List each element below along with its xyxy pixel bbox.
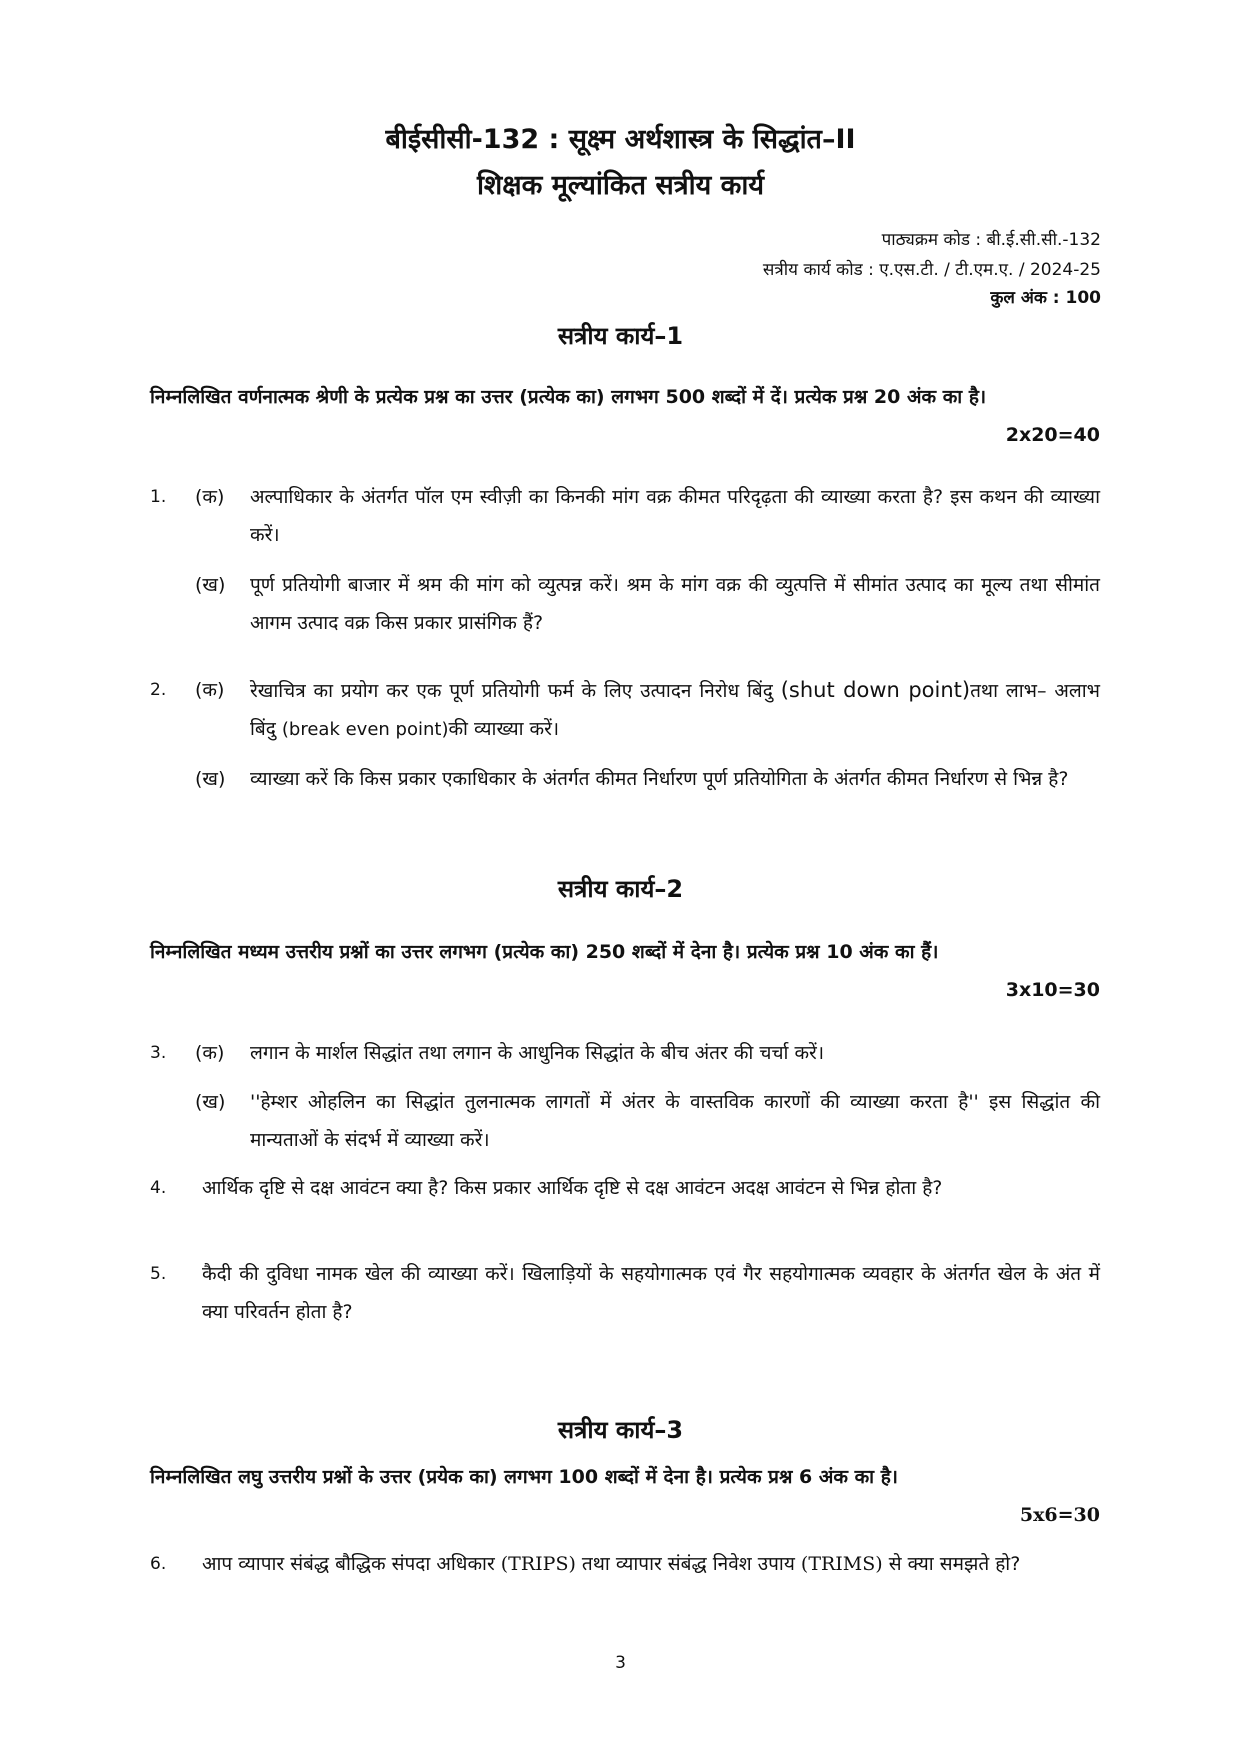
section-marks: 3x10=30	[1005, 979, 1100, 1001]
question-text	[250, 671, 1100, 749]
question-text: आर्थिक दृष्टि से दक्ष आवंटन क्या है? किस प्रकार आर्थिक दृष्टि से दक्ष आवंटन अदक्ष आवंटन से भिन्न होता है?	[202, 1177, 943, 1199]
document-subtitle: शिक्षक मूल्यांकित सत्रीय कार्य	[476, 170, 765, 201]
question-part-label: (ख)	[195, 1091, 226, 1113]
question-text-part: से क्या समझते हो?	[882, 1553, 1021, 1575]
question-part-label: (ख)	[195, 574, 226, 596]
document-title: बीईसीसी-132 : सूक्ष्म अर्थशास्त्र के सिद्धांत–II	[385, 124, 856, 155]
english-term: (TRIPS)	[500, 1553, 576, 1575]
course-code: पाठ्यक्रम कोड : बी.ई.सी.सी.-132	[881, 230, 1101, 250]
english-term: (shut down point)	[780, 678, 971, 702]
question-text: ''हेम्शर ओहलिन का सिद्धांत तुलनात्मक लागतों में अंतर के वास्तविक कारणों की व्याख्या करता है'' इस सिद्धांत की मान्यताओं के संदर्भ में व्याख्या करें।	[250, 1091, 1100, 1151]
section-marks: 2x20=40	[1005, 424, 1100, 446]
instruction-text: निम्नलिखित वर्णनात्मक श्रेणी के प्रत्येक प्रश्न का उत्तर (प्रत्येक का) लगभग 500 शब्दों में दें। प्रत्येक प्रश्न 20 अंक का है।	[150, 386, 987, 408]
question-number: 3.	[150, 1043, 167, 1063]
question-6	[150, 1545, 1100, 1621]
section-heading-2: सत्रीय कार्य–2	[557, 875, 684, 903]
assignment-code: सत्रीय कार्य कोड : ए.एस.टी. / टी.एम.ए. / 2024-25	[762, 260, 1101, 280]
section-instruction-2	[150, 933, 1100, 1009]
instruction-text: निम्नलिखित मध्यम उत्तरीय प्रश्नों का उत्तर लगभग (प्रत्येक का) 250 शब्दों में देना है। प्रत्येक प्रश्न 10 अंक का हैं।	[150, 941, 939, 963]
question-text	[202, 1545, 1100, 1583]
page-number: 3	[615, 1653, 626, 1673]
instruction-text: निम्नलिखित लघु उत्तरीय प्रश्नों के उत्तर (प्रयेक का) लगभग 100 शब्दों में देना है। प्रत्येक प्रश्न 6 अंक का है।	[150, 1466, 898, 1488]
question-3b	[150, 1083, 1100, 1159]
total-marks: कुल अंक : 100	[990, 288, 1101, 308]
question-1b	[150, 566, 1100, 642]
question-part-label: (ख)	[195, 768, 226, 790]
question-text: लगान के मार्शल सिद्धांत तथा लगान के आधुनिक सिद्धांत के बीच अंतर की चर्चा करें।	[250, 1042, 825, 1064]
question-text: कैदी की दुविधा नामक खेल की व्याख्या करें। खिलाड़ियों के सहयोगात्मक एवं गैर सहयोगात्मक व्यवहार के अंतर्गत खेल के अंत में क्या परिवर्तन होता है?	[202, 1263, 1100, 1323]
question-text-part: तथा व्यापार संबंद्ध निवेश उपाय	[575, 1553, 801, 1575]
question-text: अल्पाधिकार के अंतर्गत पॉल एम स्वीज़ी का किनकी मांग वक्र कीमत परिदृढ़ता की व्याख्या करता है? इस कथन की व्याख्या करें।	[250, 486, 1100, 546]
section-heading-1: सत्रीय कार्य–1	[557, 322, 684, 350]
question-number: 2.	[150, 680, 167, 700]
question-part-label: (क)	[195, 679, 225, 701]
question-2b	[150, 760, 1100, 836]
section-marks: 5x6=30	[1019, 1504, 1100, 1526]
section-instruction-1	[150, 378, 1100, 454]
question-text: व्याख्या करें कि किस प्रकार एकाधिकार के अंतर्गत कीमत निर्धारण पूर्ण प्रतियोगिता के अंतर्गत कीमत निर्धारण से भिन्न है?	[250, 768, 1069, 790]
question-text-part: तथा लाभ– अलाभ बिंदु	[250, 680, 1101, 740]
question-text-part: रेखाचित्र का प्रयोग कर एक पूर्ण प्रतियोगी फर्म के लिए उत्पादन निरोध बिंदु	[250, 680, 781, 702]
question-2a	[150, 671, 1100, 747]
question-text-part: आप व्यापार संबंद्ध बौद्धिक संपदा अधिकार	[202, 1553, 501, 1575]
question-4	[150, 1169, 1100, 1245]
english-term: (TRIMS)	[800, 1553, 883, 1575]
question-number: 6.	[150, 1554, 167, 1574]
section-instruction-3	[150, 1458, 1100, 1534]
question-number: 1.	[150, 487, 167, 507]
question-part-label: (क)	[195, 1042, 225, 1064]
question-1a	[150, 478, 1100, 554]
question-text: पूर्ण प्रतियोगी बाजार में श्रम की मांग को व्युत्पन्न करें। श्रम के मांग वक्र की व्युत्पत्ति में सीमांत उत्पाद का मूल्य तथा सीमांत आगम उत्पाद वक्र किस प्रकार प्रासंगिक हैं?	[250, 574, 1100, 634]
section-heading-3: सत्रीय कार्य–3	[557, 1416, 684, 1444]
english-term: (break even point)	[281, 719, 449, 740]
question-3a	[150, 1034, 1100, 1072]
question-text-part: की व्याख्या करें।	[448, 718, 560, 740]
question-part-label: (क)	[195, 486, 225, 508]
question-number: 4.	[150, 1178, 167, 1198]
question-5	[150, 1255, 1100, 1331]
question-number: 5.	[150, 1264, 167, 1284]
